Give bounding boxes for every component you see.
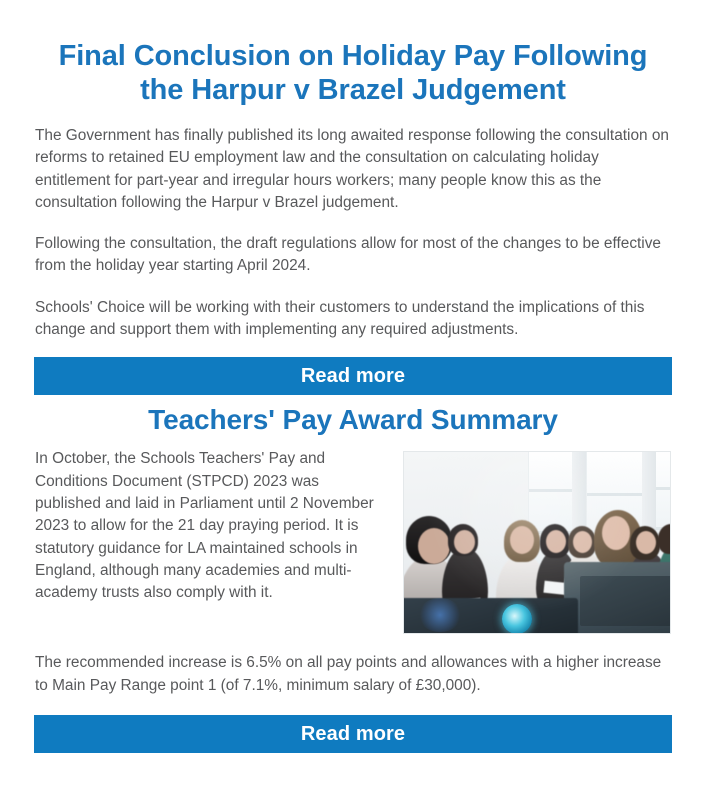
photo-laptop-screen xyxy=(580,576,671,626)
article-1-cta-container xyxy=(0,341,706,395)
article-1 xyxy=(0,0,706,341)
photo-person-head xyxy=(418,528,450,564)
photo-person-hair xyxy=(658,524,671,554)
photo-person-head xyxy=(602,516,630,550)
article-2-body xyxy=(35,439,671,697)
article-2 xyxy=(0,395,706,696)
article-2-read-more-button[interactable]: Read more xyxy=(34,715,672,753)
article-2-full-width-text xyxy=(35,640,671,697)
article-1-read-more-button[interactable]: Read more xyxy=(34,357,672,395)
article-1-paragraph-1: The Government has finally published its long awaited response following the consultation on reforms to retained EU employment law and the consultation on calculating holiday entitlement for part-year and irregular hours workers; many people know this as the consultation following the Harpur v Brazel judgement. xyxy=(35,126,669,211)
seminar-room-photo xyxy=(403,451,671,634)
article-1-paragraph-2: Following the consultation, the draft regulations allow for most of the changes to be effective from the holiday year starting April 2024. xyxy=(35,235,661,275)
photo-indicator-glow xyxy=(418,598,462,632)
article-2-cta-container xyxy=(0,697,706,753)
article-2-paragraph-2: The recommended increase is 6.5% on all pay points and allowances with a higher increase to Main Pay Range point 1 (of 7.1%, minimum salary of £30,000). xyxy=(35,654,662,694)
article-1-body xyxy=(35,108,671,342)
article-2-column-text xyxy=(35,448,389,604)
article-2-paragraph-1: In October, the Schools Teachers' Pay and Conditions Document (STPCD) 2023 was published and laid in Parliament until 2 November 2023 to allow for the 21 day praying period. It is statutory guidance for LA maintained schools in England, although many academies and multi-academy trusts also comply with it. xyxy=(35,450,374,602)
paragraph-spacer xyxy=(35,278,671,297)
photo-window-bar xyxy=(587,493,643,496)
article-2-title: Teachers' Pay Award Summary xyxy=(148,404,558,436)
article-1-paragraph-3: Schools' Choice will be working with their customers to understand the implications of this change and support them with implementing any required adjustments. xyxy=(35,298,645,339)
photo-window-bar xyxy=(529,489,573,492)
article-1-title: Final Conclusion on Holiday Pay Following the Harpur v Brazel Judgement xyxy=(58,40,648,106)
paragraph-spacer xyxy=(35,214,671,233)
